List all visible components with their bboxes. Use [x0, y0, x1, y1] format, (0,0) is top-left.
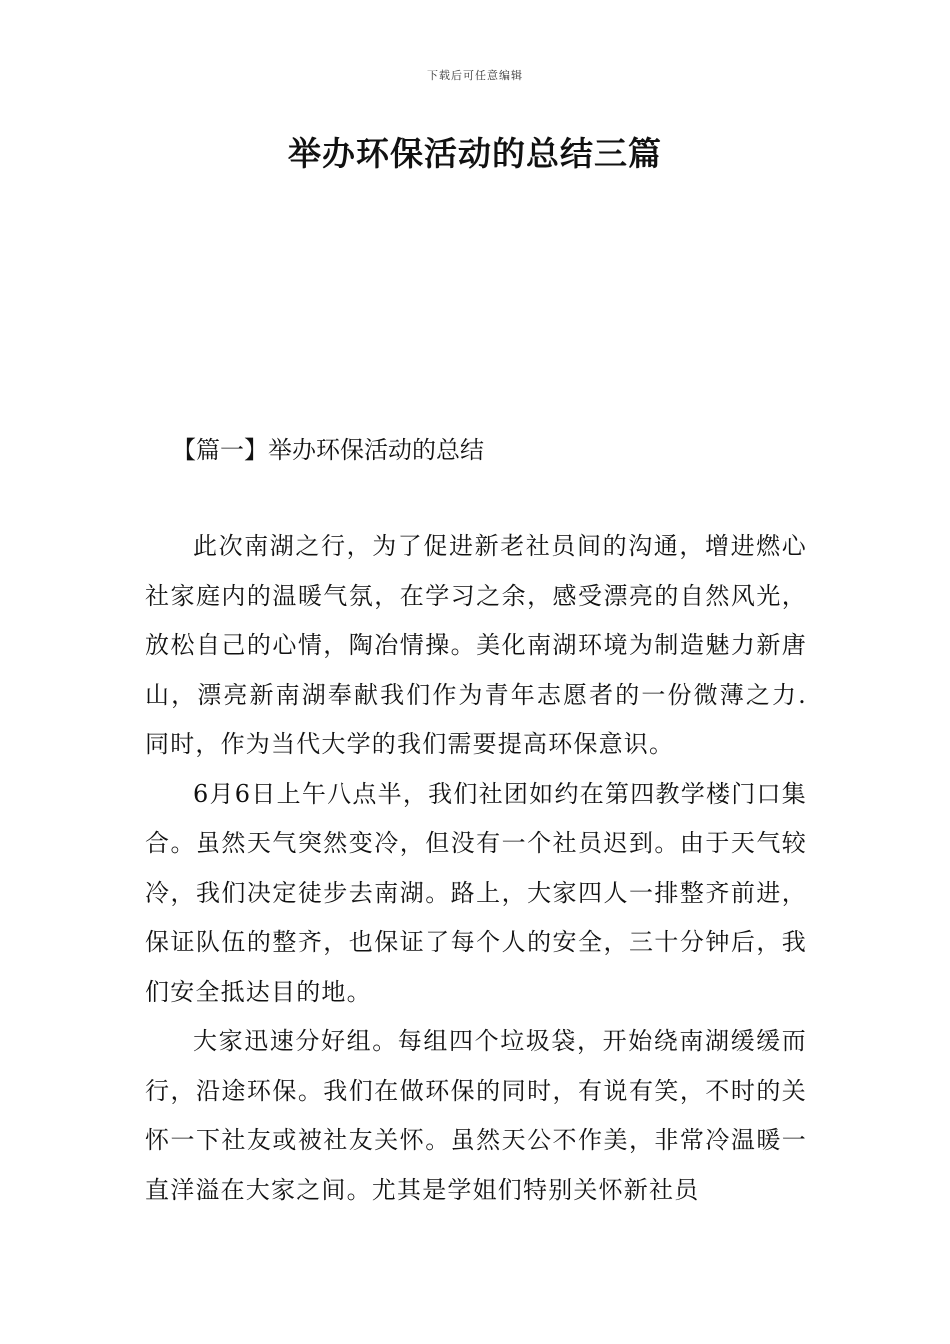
header-note: 下载后可任意编辑 — [427, 69, 523, 82]
section-heading: 【篇一】举办环保活动的总结 — [172, 436, 484, 464]
document-title: 举办环保活动的总结三篇 — [288, 134, 662, 173]
paragraph-1: 此次南湖之行，为了促进新老社员间的沟通，增进燃心社家庭内的温暖气氛，在学习之余，感受漂亮的自然风光，放松自己的心情，陶冶情操。美化南湖环境为制造魅力新唐山，漂亮新南湖奉献我们作为青年志愿者的一份微薄之力.同时，作为当代大学的我们需要提高环保意识。 — [145, 532, 807, 758]
paragraph-3: 大家迅速分好组。每组四个垃圾袋，开始绕南湖缓缓而行，沿途环保。我们在做环保的同时，有说有笑，不时的关怀一下社友或被社友关怀。虽然天公不作美，非常冷温暖一直洋溢在大家之间。尤其是学姐们特别关怀新社员 — [145, 1027, 807, 1204]
body-text — [145, 522, 807, 1215]
paragraph-2: 6月6日上午八点半，我们社团如约在第四教学楼门口集合。虽然天气突然变冷，但没有一个社员迟到。由于天气较冷，我们决定徒步去南湖。路上，大家四人一排整齐前进，保证队伍的整齐，也保证了每个人的安全，三十分钟后，我们安全抵达目的地。 — [145, 779, 807, 1006]
